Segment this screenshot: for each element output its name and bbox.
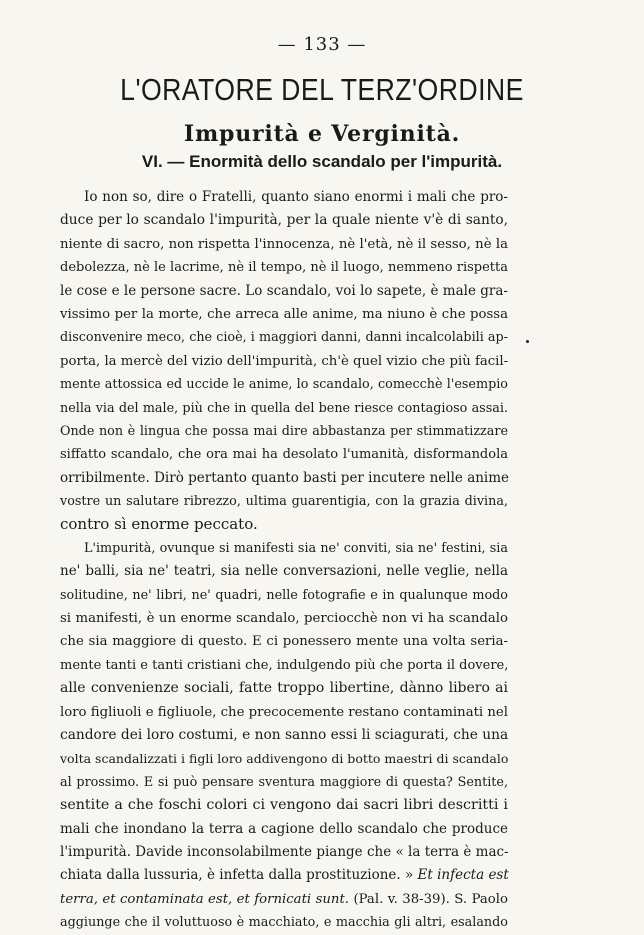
text-line: si manifesti, è un enorme scandalo, perciocchè non vi ha scandalo <box>60 611 508 627</box>
text-line: l'impurità. Davide inconsolabilmente piange che « la terra è mac- <box>60 843 509 860</box>
text-line: alle convenienze sociali, fatte troppo libertine, dànno libero ai <box>60 680 508 697</box>
body-text <box>60 186 508 935</box>
text-line: vostre un salutare ribrezzo, ultima guarentigia, con la grazia divina, <box>60 494 508 510</box>
text-line: Io non so, dire o Fratelli, quanto siano enormi i mali che pro- <box>84 189 508 205</box>
text-line: porta, la mercè del vizio dell'impurità, ch'è quel vizio che più facil- <box>60 353 509 369</box>
text-line: nella via del male, più che in quella del bene riesce contagioso assai. <box>60 400 508 416</box>
text-line: orribilmente. Dirò pertanto quanto basti per incutere nelle anime <box>60 469 510 486</box>
text-line: debolezza, nè le lacrime, nè il tempo, nè il luogo, nemmeno rispetta <box>60 260 508 276</box>
latin-quote: terra, et contaminata est, et fornicati sunt. <box>60 891 349 907</box>
text-line: loro figliuoli e figliuole, che precocemente restano contaminati nel <box>60 704 508 720</box>
text-line: ne' balli, sia ne' teatri, sia nelle conversazioni, nelle veglie, nella <box>60 563 508 580</box>
running-title: L'ORATORE DEL TERZ'ORDINE <box>120 72 524 107</box>
text-line: duce per lo scandalo l'impurità, per la quale niente v'è di santo, <box>60 212 508 229</box>
text-line: candore dei loro costumi, e non sanno essi li sciagurati, che una <box>60 726 509 743</box>
text-line: sentite a che foschi colori ci vengono dai sacri libri descritti i <box>60 797 508 814</box>
text-line: niente di sacro, non rispetta l'innocenza, nè l'età, nè il sesso, nè la <box>60 236 508 252</box>
text-line: contro sì enorme peccato. <box>60 515 258 534</box>
text-line: chiata dalla lussuria, è infetta dalla prostituzione. » Et infecta est <box>60 867 509 884</box>
text-line: al prossimo. E si può pensare sventura maggiore di questa? Sentite, <box>60 774 508 790</box>
text-line: mali che inondano la terra a cagione dello scandalo che produce <box>60 820 508 837</box>
latin-quote: Et infecta est <box>417 867 509 884</box>
section-title: Impurità e Verginità. <box>183 121 461 147</box>
text-line: terra, et contaminata est, et fornicati sunt. (Pal. v. 38-39). S. Paolo <box>60 891 508 907</box>
ink-speck <box>526 340 529 343</box>
text-line: che sia maggiore di questo. E ci ponessero mente una volta seria- <box>60 634 508 650</box>
text-line: L'impurità, ovunque si manifesti sia ne' conviti, sia ne' festini, sia <box>84 540 508 556</box>
text-line: aggiunge che il voluttuoso è macchiato, e macchia gli altri, esalando <box>60 915 508 931</box>
text-line: disconvenire meco, che cioè, i maggiori danni, danni incalcolabili ap- <box>60 330 508 346</box>
chapter-title: VI. — Enormità dello scandalo per l'impurità. <box>141 152 503 171</box>
page-number: — 133 — <box>277 34 367 55</box>
text-line: Onde non è lingua che possa mai dire abbastanza per stimmatizzare <box>60 423 508 439</box>
text-line: volta scandalizzati i figli loro addivengono di botto maestri di scandalo <box>60 751 509 767</box>
text-line: solitudine, ne' libri, ne' quadri, nelle fotografie e in qualunque modo <box>60 587 508 603</box>
text-line: vissimo per la morte, che arreca alle anime, ma niuno è che possa <box>60 306 508 322</box>
text-line: le cose e le persone sacre. Lo scandalo, voi lo sapete, è male gra- <box>60 282 508 299</box>
text-line: siffatto scandalo, che ora mai ha desolato l'umanità, disformandola <box>60 447 508 463</box>
text-line: mente attossica ed uccide le anime, lo scandalo, comecchè l'esempio <box>60 377 508 393</box>
text-line: mente tanti e tanti cristiani che, indulgendo più che porta il dovere, <box>60 657 509 673</box>
